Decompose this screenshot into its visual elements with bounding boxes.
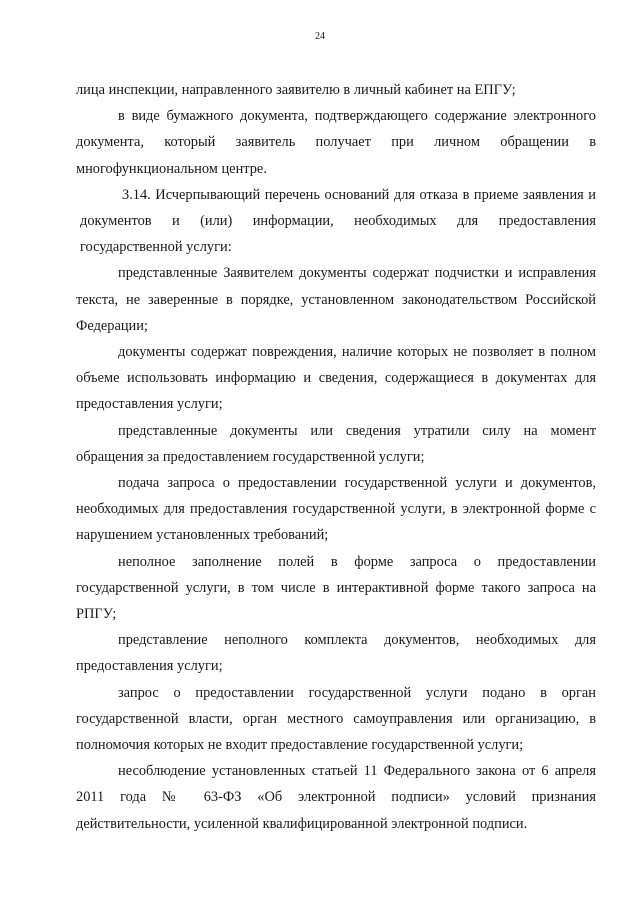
- paragraph-incomplete-fields: неполное заполнение полей в форме запроса о предоставлении государственной услуги, в том числе в интерактивной форме такого запроса на РПГУ;: [76, 553, 596, 623]
- paragraph-wrong-authority: запрос о предоставлении государственной услуги подано в орган государственной власти, орган местного самоуправления или организацию, в полномочия которых не входит предоставление государственной услуги;: [76, 684, 596, 754]
- paragraph-incomplete-set: представление неполного комплекта документов, необходимых для предоставления услуги;: [76, 632, 596, 675]
- section-3-14-heading: 3.14. Исчерпывающий перечень оснований для отказа в приеме заявления и документов и (или) информации, необходимых для предоставления государственной услуги:: [80, 186, 596, 256]
- document-body: [76, 77, 596, 837]
- paragraph-electronic-violation: подача запроса о предоставлении государственной услуги и документов, необходимых для предоставления государственной услуги, в электронной форме с нарушением установленных требований;: [76, 475, 596, 544]
- paragraph-damaged-documents: документы содержат повреждения, наличие которых не позволяет в полном объеме использовать информацию и сведения, содержащиеся в документах для предоставления услуги;: [76, 344, 596, 413]
- page-number: 24: [315, 31, 325, 42]
- paragraph-expired-documents: представленные документы или сведения утратили силу на момент обращения за предоставлением государственной услуги;: [76, 422, 596, 465]
- paragraph-erasures: представленные Заявителем документы содержат подчистки и исправления текста, не заверенные в порядке, установленном законодательством Российской Федерации;: [76, 265, 596, 334]
- paragraph-continuation: лица инспекции, направленного заявителю в личный кабинет на ЕПГУ;: [76, 82, 516, 98]
- paragraph-paper-document: в виде бумажного документа, подтверждающего содержание электронного документа, который заявитель получает при личном обращении в многофункциональном центре.: [76, 108, 596, 177]
- paragraph-signature-validity: несоблюдение установленных статьей 11 Федерального закона от 6 апреля 2011 года № 63-ФЗ «Об электронной подписи» условий признания действительности, усиленной квалифицированной электронной подписи.: [76, 763, 596, 832]
